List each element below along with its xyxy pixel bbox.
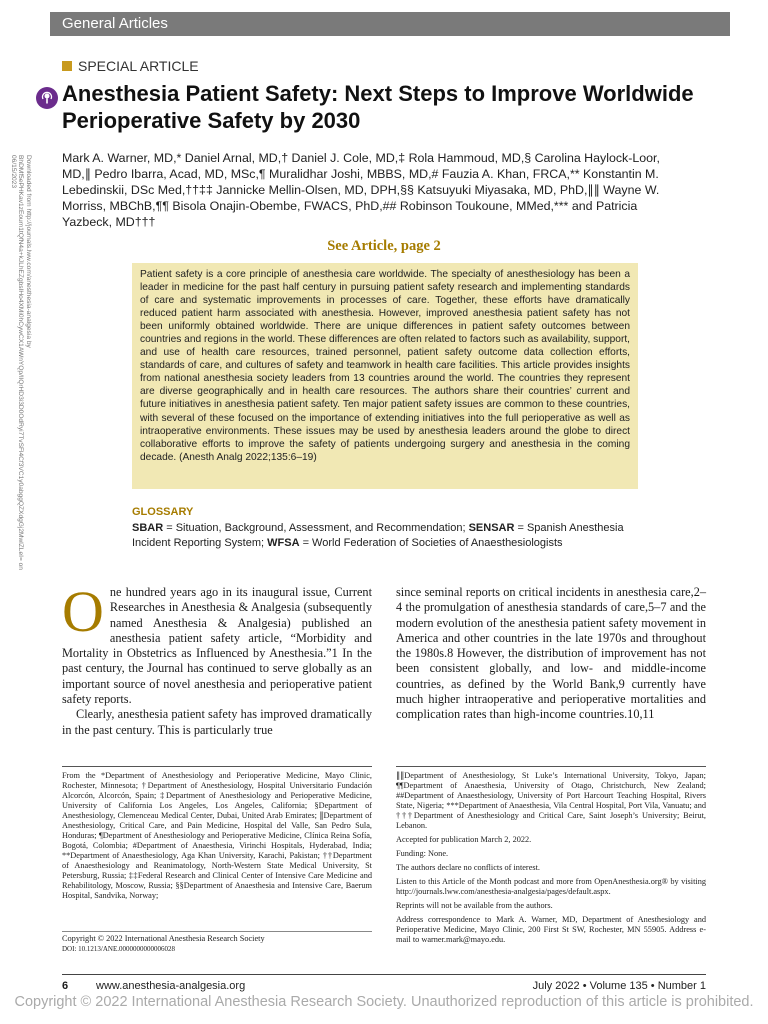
abstract-box: [132, 263, 638, 489]
footnote-divider: [62, 766, 372, 767]
glossary-def: = World Federation of Societies of Anaesthesiologists: [299, 536, 563, 549]
glossary-title: GLOSSARY: [132, 506, 194, 518]
glossary-term: WFSA: [267, 536, 300, 549]
funding-note: Funding: None.: [396, 849, 449, 858]
drop-cap: O: [62, 579, 104, 644]
section-label: General Articles: [62, 15, 168, 32]
copyright-block: [62, 934, 372, 954]
abstract-text: Patient safety is a core principle of anesthesia care worldwide. The specialty of anesthesiology has been a leader in medicine for the past half century in pursuing patient safety research and implementing standards of care and systematic improvements in processes of care. Together, these efforts have dramatically reduced patient harm associated with anesthesia. However, improved anesthesia patient safety has not been uniformly obtained worldwide. There are unique differences in patient safety outcomes between countries and regions in the world. These differences are often related to factors such as availability, support, and use of health care resources, trained personnel, patient safety outcome data collection efforts, standards of care, and cultures of safety and teamwork in health care facilities. This article provides insights from national anesthesia society leaders from 13 countries around the world. The countries they represent are diverse geographically and in health care resources. The authors share their countries’ current and future initiatives in anesthesia patient safety. Ten major patient safety issues are common to these countries, with several of these focused on the importance of extending initiatives into the full perioperative as well as intraoperative environments. These issues may be used by anesthesia leaders around the globe to direct collaborative efforts to improve the safety of patients undergoing surgery and anesthesia in the coming decade. (Anesth Analg 2022;135:6–19): [140, 269, 630, 463]
see-article-link[interactable]: See Article, page 2: [327, 238, 441, 254]
author-list: Mark A. Warner, MD,* Daniel Arnal, MD,† Daniel J. Cole, MD,‡ Rola Hammoud, MD,§ Carolina Haylock-Loor, MD,∥ Pedro Ibarra, Acad, MD, MSc,¶ Muralidhar Joshi, MBBS, MD,# Fauzia A. Khan, FRCA,** Konstantin M. Lebedinskii, DSc Med,††‡‡ Jannicke Mellin-Olsen, MD, DPH,§§ Katsuyuki Miyasaka, MD, PhD,∥∥ Wayne W. Morriss, MBChB,¶¶ Bisola Onajin-Obembe, FWACS, PhD,## Robinson Toukoune, MMed,*** and Patricia Yazbeck, MD†††: [62, 151, 660, 229]
copyright-divider: [62, 931, 372, 932]
podcast-note: Listen to this Article of the Month podcast and more from OpenAnesthesia.org® by visiting http://journals.lww.com/anesthesia-analgesia/pages/default.aspx.: [396, 877, 706, 896]
body-paragraph: ne hundred years ago in its inaugural issue, Current Researches in Anesthesia & Analgesia (subsequently named Anesthesia & Analgesia) published an anesthesia patient safety article, “Morbidity and Mortality in Obstetrics as Influenced by Anesthesia.”1 In the past century, the Journal has continued to serve globally as an important source of novel anesthesia and perioperative patient safety reports.: [62, 585, 372, 707]
footnote-divider: [396, 766, 706, 767]
accepted-note: Accepted for publication March 2, 2022.: [396, 835, 532, 844]
affiliation-text: From the *Department of Anesthesiology and Perioperative Medicine, Mayo Clinic, Rochester, Minnesota; †Department of Anesthesiology, Hospital Universitario Fundación Alcorcón, Alcorcón, Spain; ‡Department of Anesthesiology and Perioperative Medicine, University of California Los Angeles, Los Angeles, California; §Department of Anesthesiology, Clemenceau Medical Center, Dubai, United Arab Emirates; ∥Department of Anesthesiology, Critical Care, and Pain Medicine, Hospital del Valle, San Pedro Sula, Honduras; ¶Department of Anesthesiology and Perioperative Medicine, Clínica Reina Sofía, Bogotá, Colombia; #Department of Anaesthesia, Virinchi Hospitals, Hyderabad, India; **Department of Anaesthesiology, Aga Khan University, Karachi, Pakistan; ††Department of Anaesthesiology and Reanimatology, North-Western State Medical University, St Petersburg, Russia; ‡‡Federal Research and Clinical Center of Intensive Care Medicine and Rehabilitology, Moscow, Russia; §§Department of Anaesthesia and Intensive Care, Baerum Hospital, Sandvika, Norway;: [62, 771, 372, 900]
glossary-term: SENSAR: [468, 522, 515, 534]
article-title: Anesthesia Patient Safety: Next Steps to Improve Worldwide Perioperative Safety by 2030: [62, 81, 694, 133]
affiliations-right: [396, 771, 706, 949]
doi-text: DOI: 10.1213/ANE.0000000000006028: [62, 945, 175, 953]
page-number: 6: [62, 980, 69, 992]
glossary-def: = Spanish Anesthesia Incident Reporting System;: [132, 522, 624, 549]
issue-info: July 2022 • Volume 135 • Number 1: [532, 980, 706, 992]
copyright-banner: Copyright © 2022 International Anesthesia Research Society. Unauthorized reproduction of this article is prohibited.: [14, 994, 754, 1010]
journal-website-link[interactable]: www.anesthesia-analgesia.org: [96, 980, 246, 992]
copyright-text: Copyright © 2022 International Anesthesia Research Society: [62, 934, 265, 943]
body-paragraph: Clearly, anesthesia patient safety has improved dramatically in the past century. This is particularly true: [62, 707, 372, 737]
download-note: Downloaded from http://journals.lww.com/anesthesia-analgesia by BhDMf5ePHKav1zEoum1tQfN4a+kJLhEZgbsIHo4XMi0hCywCX1AWnYQp/IlQrHD3i3D0OdRyi7TvSFl4Cf3VC1y0abggQZXdgGj2MwlZLeI= on 06/15/2023: [10, 155, 32, 570]
podcast-icon[interactable]: [36, 87, 58, 109]
glossary-def: = Situation, Background, Assessment, and Recommendation;: [163, 522, 469, 534]
section-band: [50, 12, 730, 36]
special-article-label: [62, 58, 199, 74]
body-column-right: [396, 585, 706, 723]
reprints-note: Reprints will not be available from the authors.: [396, 901, 553, 910]
footer-divider: [62, 974, 706, 975]
glossary-term: SBAR: [132, 522, 164, 534]
body-paragraph: since seminal reports on critical incidents in anesthesia care,2–4 the promulgation of anesthesia standards of care,5–7 and the modern evolution of the anesthesia patient safety movement in America and other countries in the late 1970s and throughout the 1980s.8 However, the distribution of improvement has not been consistent globally, and low- and middle-income countries, as defined by the World Bank,9 currently have much higher intraoperative and perioperative mortalities and complication rates than high-income countries.10,11: [396, 585, 706, 722]
square-bullet-icon: [62, 61, 72, 71]
body-column-left: [62, 579, 372, 738]
conflicts-note: The authors declare no conflicts of interest.: [396, 863, 540, 872]
affiliations-left: [62, 771, 372, 905]
special-article-text: SPECIAL ARTICLE: [78, 58, 199, 74]
glossary-text: [132, 521, 652, 550]
correspondence-note: Address correspondence to Mark A. Warner, MD, Department of Anesthesiology and Perioperative Medicine, Mayo Clinic, 200 First St SW, Rochester, MN 55905. Address e-mail to warner.mark@mayo.edu.: [396, 915, 706, 944]
affiliation-text: ∥∥Department of Anesthesiology, St Luke’s International University, Tokyo, Japan; ¶¶Department of Anaesthesia, University of Otago, Christchurch, New Zealand; ##Department of Anaesthesiology, University of Port Harcourt Teaching Hospital, Rivers State, Nigeria; ***Department of Anaesthesia, Vila Central Hospital, Port Vila, Vanuatu; and †††Department of Anesthesiology and Critical Care, Saint Joseph’s University; Beirut, Lebanon.: [396, 771, 706, 830]
